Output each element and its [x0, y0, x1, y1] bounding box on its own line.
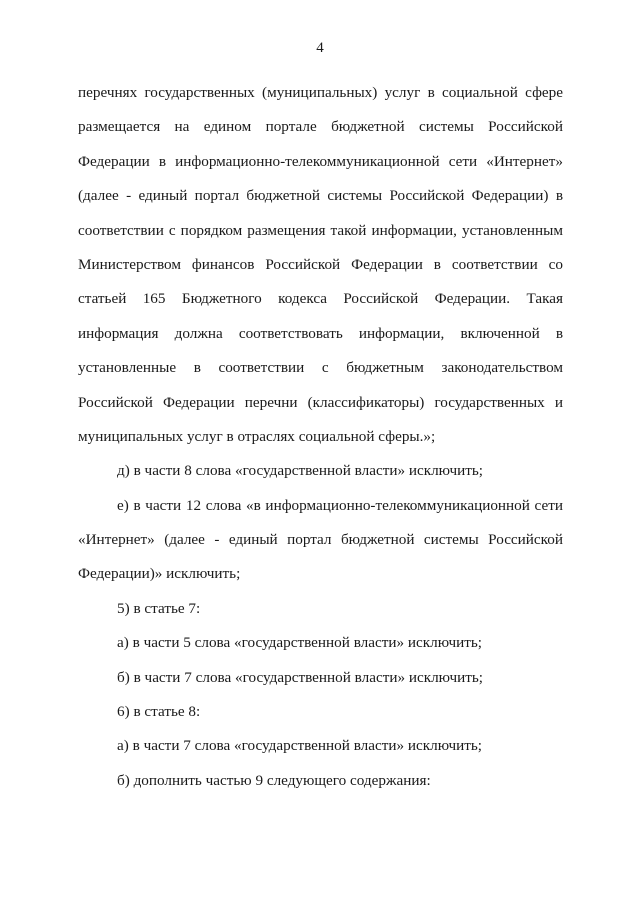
list-item: 5) в статье 7:	[117, 599, 201, 617]
list-item: д) в части 8 слова «государственной власти» исключить;	[117, 462, 484, 480]
text-line: перечнях государственных (муниципальных) услуг в социальной сфере	[78, 84, 563, 101]
list-item: 6) в статье 8:	[117, 703, 201, 721]
text-line: Федерации в информационно-телекоммуникационной сети «Интернет»	[78, 152, 563, 170]
list-item: е) в части 12 слова «в информационно-телекоммуникационной сети	[117, 496, 563, 514]
text-line: муниципальных услуг в отраслях социальной сферы.»;	[78, 427, 436, 445]
text-line: Российской Федерации перечни (классификаторы) государственных и	[78, 393, 563, 411]
text-line: Министерством финансов Российской Федерации в соответствии со	[78, 255, 563, 273]
text-line: (далее - единый портал бюджетной системы Российской Федерации) в	[78, 187, 563, 205]
page-number: 4	[316, 40, 324, 56]
text-line: информация должна соответствовать информации, включенной в	[78, 324, 563, 342]
list-item: а) в части 7 слова «государственной власти» исключить;	[117, 737, 483, 755]
list-item: б) в части 7 слова «государственной власти» исключить;	[117, 668, 484, 686]
text-line: статьей 165 Бюджетного кодекса Российской Федерации. Такая	[78, 290, 563, 308]
text-line: установленные в соответствии с бюджетным законодательством	[78, 359, 563, 377]
text-line: размещается на едином портале бюджетной системы Российской	[78, 118, 563, 136]
document-body	[78, 76, 563, 798]
text-line: «Интернет» (далее - единый портал бюджетной системы Российской	[78, 531, 563, 549]
text-line: Федерации)» исключить;	[78, 565, 241, 583]
list-item: а) в части 5 слова «государственной власти» исключить;	[117, 634, 483, 652]
text-line: соответствии с порядком размещения такой информации, установленным	[78, 221, 563, 239]
list-item: б) дополнить частью 9 следующего содержания:	[117, 771, 431, 789]
